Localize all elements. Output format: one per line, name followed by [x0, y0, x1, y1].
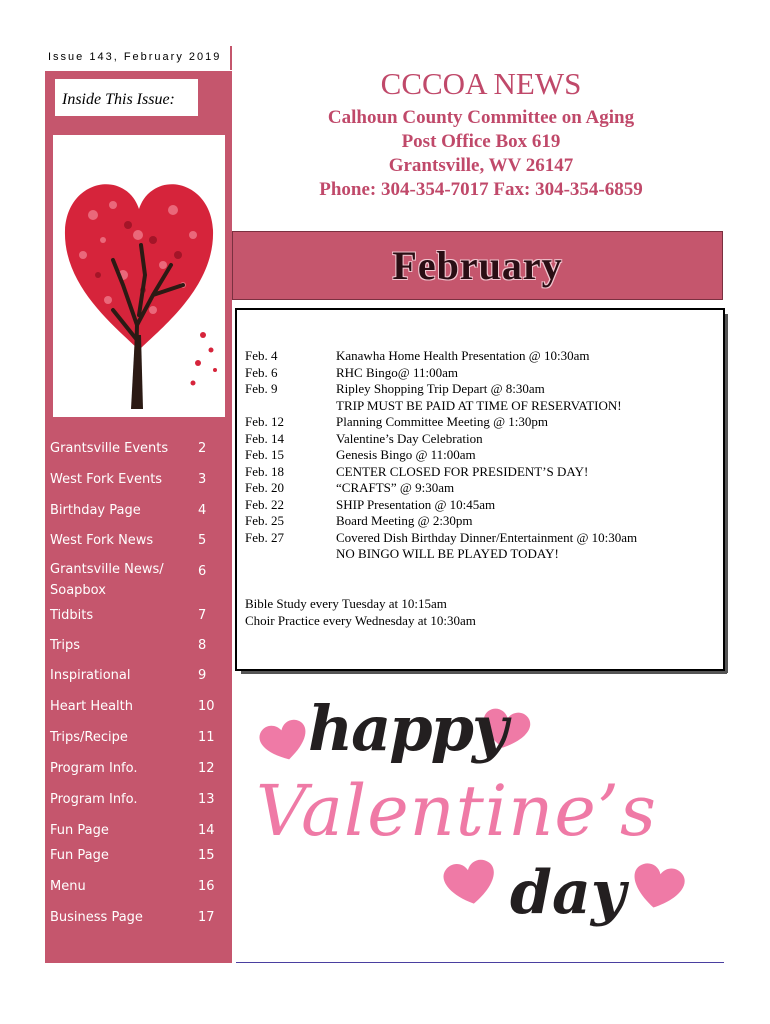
bottom-rule	[236, 962, 724, 963]
toc-page: 2	[198, 441, 207, 456]
event-text: “CRAFTS” @ 9:30am	[336, 480, 455, 495]
month-banner	[232, 231, 723, 300]
toc-label: Inspirational	[50, 668, 131, 683]
toc-page: 6	[198, 564, 207, 579]
toc-page: 11	[198, 730, 215, 745]
events-box	[235, 308, 725, 671]
event-date: Feb. 20	[245, 480, 284, 495]
address-line-1: Post Office Box 619	[401, 131, 561, 152]
event-date: Feb. 25	[245, 513, 284, 528]
event-text: Covered Dish Birthday Dinner/Entertainment @ 10:30am	[336, 529, 638, 545]
happy-valentines-graphic	[248, 682, 718, 952]
issue-line: Issue 143, February 2019	[48, 51, 222, 63]
event-date: Feb. 9	[245, 381, 278, 396]
day-text: day	[510, 858, 626, 928]
toc-page: 5	[198, 533, 207, 548]
toc-page: 9	[198, 668, 207, 683]
event-date: Feb. 12	[245, 414, 284, 429]
happy-text: happy	[308, 692, 506, 765]
inside-this-issue-heading: Inside This Issue:	[55, 79, 198, 116]
toc-page: 17	[198, 910, 215, 925]
event-text: Board Meeting @ 2:30pm	[336, 513, 473, 528]
toc-label: Trips/Recipe	[50, 730, 128, 745]
event-date: Feb. 14	[245, 430, 284, 446]
organization-name: Calhoun County Committee on Aging	[327, 107, 635, 128]
toc-label: Heart Health	[50, 699, 134, 714]
toc-label: Fun Page	[50, 848, 109, 863]
phone-line: Phone: 304-354-7017 Fax: 304-354-6859	[319, 179, 643, 200]
toc-label: Trips	[50, 638, 81, 653]
event-date: Feb. 27	[245, 529, 284, 545]
month-title: February	[392, 243, 563, 288]
toc-page: 13	[198, 792, 215, 807]
toc-page: 3	[198, 472, 207, 487]
event-text: TRIP MUST BE PAID AT TIME OF RESERVATION!	[336, 397, 622, 413]
choir-practice-note: Choir Practice every Wednesday at 10:30am	[245, 612, 476, 628]
toc-label: West Fork Events	[50, 472, 163, 487]
toc-page: 16	[198, 879, 215, 894]
toc-label: Menu	[50, 879, 86, 894]
event-text: NO BINGO WILL BE PLAYED TODAY!	[336, 546, 559, 561]
event-date: Feb. 4	[245, 348, 278, 363]
toc-label: Grantsville News/ Soapbox	[50, 562, 164, 598]
event-text: RHC Bingo@ 11:00am	[336, 364, 458, 380]
toc-label: Grantsville Events	[50, 441, 169, 456]
event-date: Feb. 18	[245, 463, 284, 479]
sidebar	[45, 71, 232, 963]
toc-label: Program Info.	[50, 792, 138, 807]
toc-page: 8	[198, 638, 207, 653]
event-text: Kanawha Home Health Presentation @ 10:30am	[336, 348, 590, 363]
masthead	[232, 62, 730, 202]
event-date: Feb. 6	[245, 364, 278, 380]
event-text: CENTER CLOSED FOR PRESIDENT’S DAY!	[336, 463, 589, 479]
event-text: Ripley Shopping Trip Depart @ 8:30am	[336, 381, 545, 396]
event-date: Feb. 15	[245, 447, 284, 462]
event-text: Planning Committee Meeting @ 1:30pm	[336, 414, 549, 429]
newsletter-title: CCCOA NEWS	[380, 66, 582, 101]
toc-label: Tidbits	[50, 608, 94, 623]
heart-icon	[442, 858, 499, 908]
toc-page: 14	[198, 823, 215, 838]
valentines-text: Valentine’s	[256, 770, 657, 852]
toc-label: Business Page	[50, 910, 143, 925]
toc-label: Program Info.	[50, 761, 138, 776]
toc-label: West Fork News	[50, 533, 154, 548]
event-text: Valentine’s Day Celebration	[336, 430, 483, 446]
bible-study-note: Bible Study every Tuesday at 10:15am	[245, 596, 447, 611]
heart-tree-image	[53, 135, 225, 417]
toc-page: 7	[198, 608, 207, 623]
toc-page: 10	[198, 699, 215, 714]
address-line-2: Grantsville, WV 26147	[388, 155, 574, 176]
heart-tree-illustration	[53, 135, 225, 417]
heart-icon	[629, 861, 687, 913]
toc-label: Birthday Page	[50, 503, 141, 518]
toc-page: 15	[198, 848, 215, 863]
toc-page: 4	[198, 503, 207, 518]
heart-icon	[257, 717, 312, 765]
event-text: Genesis Bingo @ 11:00am	[336, 447, 476, 462]
toc-label: Fun Page	[50, 823, 109, 838]
event-text: SHIP Presentation @ 10:45am	[336, 496, 496, 512]
event-date: Feb. 22	[245, 496, 284, 512]
toc-page: 12	[198, 761, 215, 776]
